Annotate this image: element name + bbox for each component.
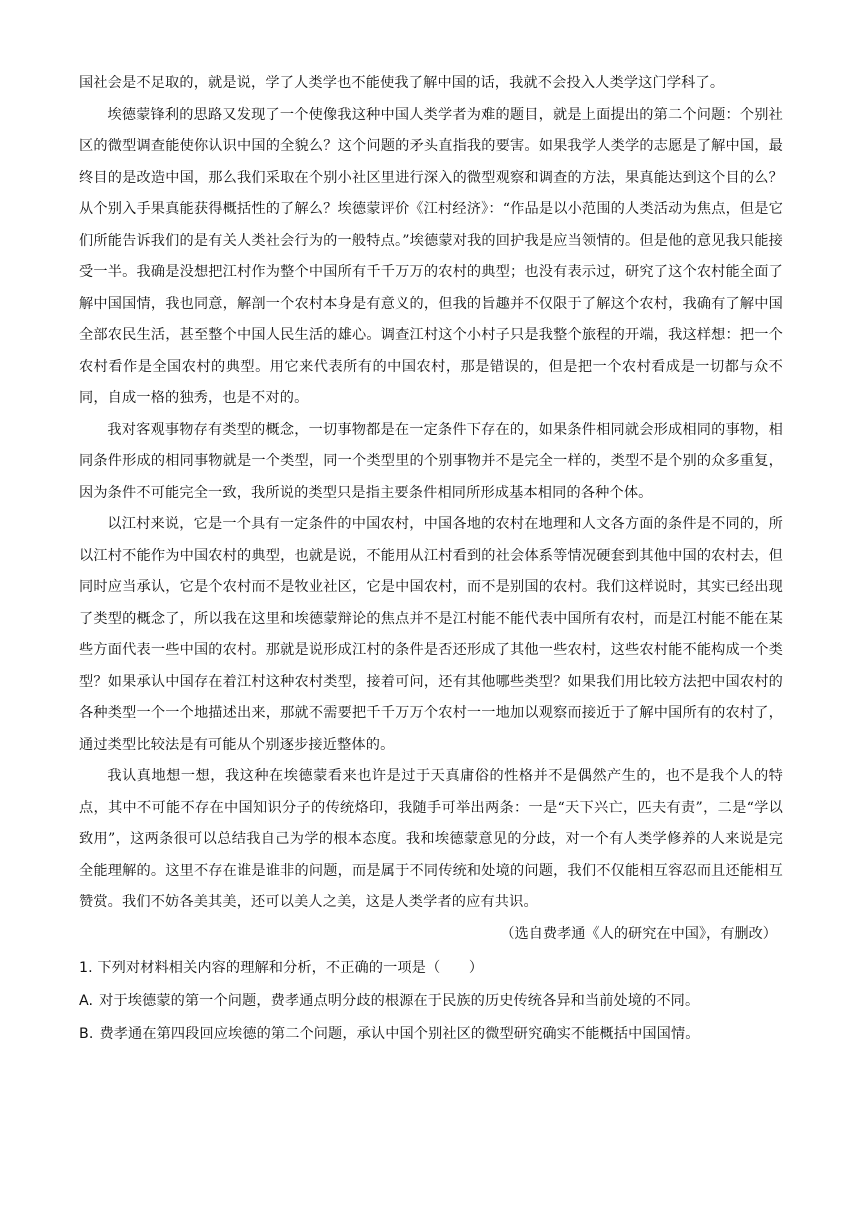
paragraph-type-concept: 我对客观事物存有类型的概念，一切事物都是在一定条件下存在的，如果条件相同就会形成相同的事物，相同条件形成的相同事物就是一个类型，同一个类型里的个别事物并不是完全一样的，类型不是个别的众多重复，因为条件不可能完全一致，我所说的类型只是指主要条件相同所形成基本相同的各种个体。 — [79, 421, 783, 501]
question-stem: 1. 下列对材料相关内容的理解和分析，不正确的一项是（ ） — [79, 960, 484, 976]
option-a-text: 对于埃德蒙的第一个问题，费孝通点明分歧的根源在于民族的历史传统各异和当前处境的不同。 — [99, 993, 700, 1009]
paragraph-second-question: 埃德蒙锋利的思路又发现了一个使像我这种中国人类学者为难的题目，就是上面提出的第二个问题：个别社区的微型调查能使你认识中国的全貌么？这个问题的矛头直指我的要害。如果我学人类学的志愿是了解中国，最终目的是改造中国，那么我们采取在个别小社区里进行深入的微型观察和调查的方法，果真能达到这个目的么？从个别入手果真能获得概括性的了解么？埃德蒙评价《江村经济》：“作品是以小范围的人类活动为焦点，但是它们所能告诉我们的是有关人类社会行为的一般特点。”埃德蒙对我的回护我是应当领情的。但是他的意见我只能接受一半。我确是没想把江村作为整个中国所有千千万万的农村的典型；也没有表示过，研究了这个农村能全面了解中国国情，我也同意，解剖一个农村本身是有意义的，但我的旨趣并不仅限于了解这个农村，我确有了解中国全部农民生活，甚至整个中国人民生活的雄心。调查江村这个小村子只是我整个旅程的开端，我这样想：把一个农村看作是全国农村的典型。用它来代表所有的中国农村，那是错误的，但是把一个农村看成是一切都与众不同，自成一格的独秀，也是不对的。 — [79, 106, 783, 406]
question-block — [79, 952, 783, 1051]
option-b — [79, 1018, 783, 1051]
document-page — [79, 68, 783, 1051]
paragraph-tradition: 我认真地想一想，我这种在埃德蒙看来也许是过于天真庸俗的性格并不是偶然产生的，也不是我个人的特点，其中不可能不存在中国知识分子的传统烙印，我随手可举出两条：一是“天下兴亡，匹夫有责”，二是“学以致用”，这两条很可以总结我自己为学的根本态度。我和埃德蒙意见的分歧，对一个有人类学修养的人来说是完全能理解的。这里不存在谁是谁非的问题，而是属于不同传统和处境的问题，我们不仅能相互容忍而且还能相互赞赏。我们不妨各美其美，还可以美人之美，这是人类学者的应有共识。 — [79, 768, 783, 910]
option-b-letter: B. — [79, 1026, 94, 1042]
option-a-letter: A. — [79, 993, 94, 1009]
option-a — [79, 985, 783, 1018]
paragraph-jiangcun: 以江村来说，它是一个具有一定条件的中国农村，中国各地的农村在地理和人文各方面的条件是不同的，所以江村不能作为中国农村的典型，也就是说，不能用从江村看到的社会体系等情况硬套到其他中国的农村去，但同时应当承认，它是个农村而不是牧业社区，它是中国农村，而不是别国的农村。我们这样说时，其实已经出现了类型的概念了，所以我在这里和埃德蒙辩论的焦点并不是江村能不能代表中国所有农村，而是江村能不能在某些方面代表一些中国的农村。那就是说形成江村的条件是否还形成了其他一些农村，这些农村能不能构成一个类型？如果承认中国存在着江村这种农村类型，接着可问，还有其他哪些类型？如果我们用比较方法把中国农村的各种类型一个一个地描述出来，那就不需要把千千万万个农村一一地加以观察而接近于了解中国所有的农村了，通过类型比较法是有可能从个别逐步接近整体的。 — [79, 516, 783, 753]
paragraph-continuation: 国社会是不足取的，就是说，学了人类学也不能使我了解中国的话，我就不会投入人类学这门学科了。 — [79, 75, 725, 91]
source-citation: （选自费孝通《人的研究在中国》，有删改） — [500, 925, 777, 942]
option-b-text: 费孝通在第四段回应埃德的第二个问题，承认中国个别社区的微型研究确实不能概括中国国情。 — [99, 1026, 700, 1042]
